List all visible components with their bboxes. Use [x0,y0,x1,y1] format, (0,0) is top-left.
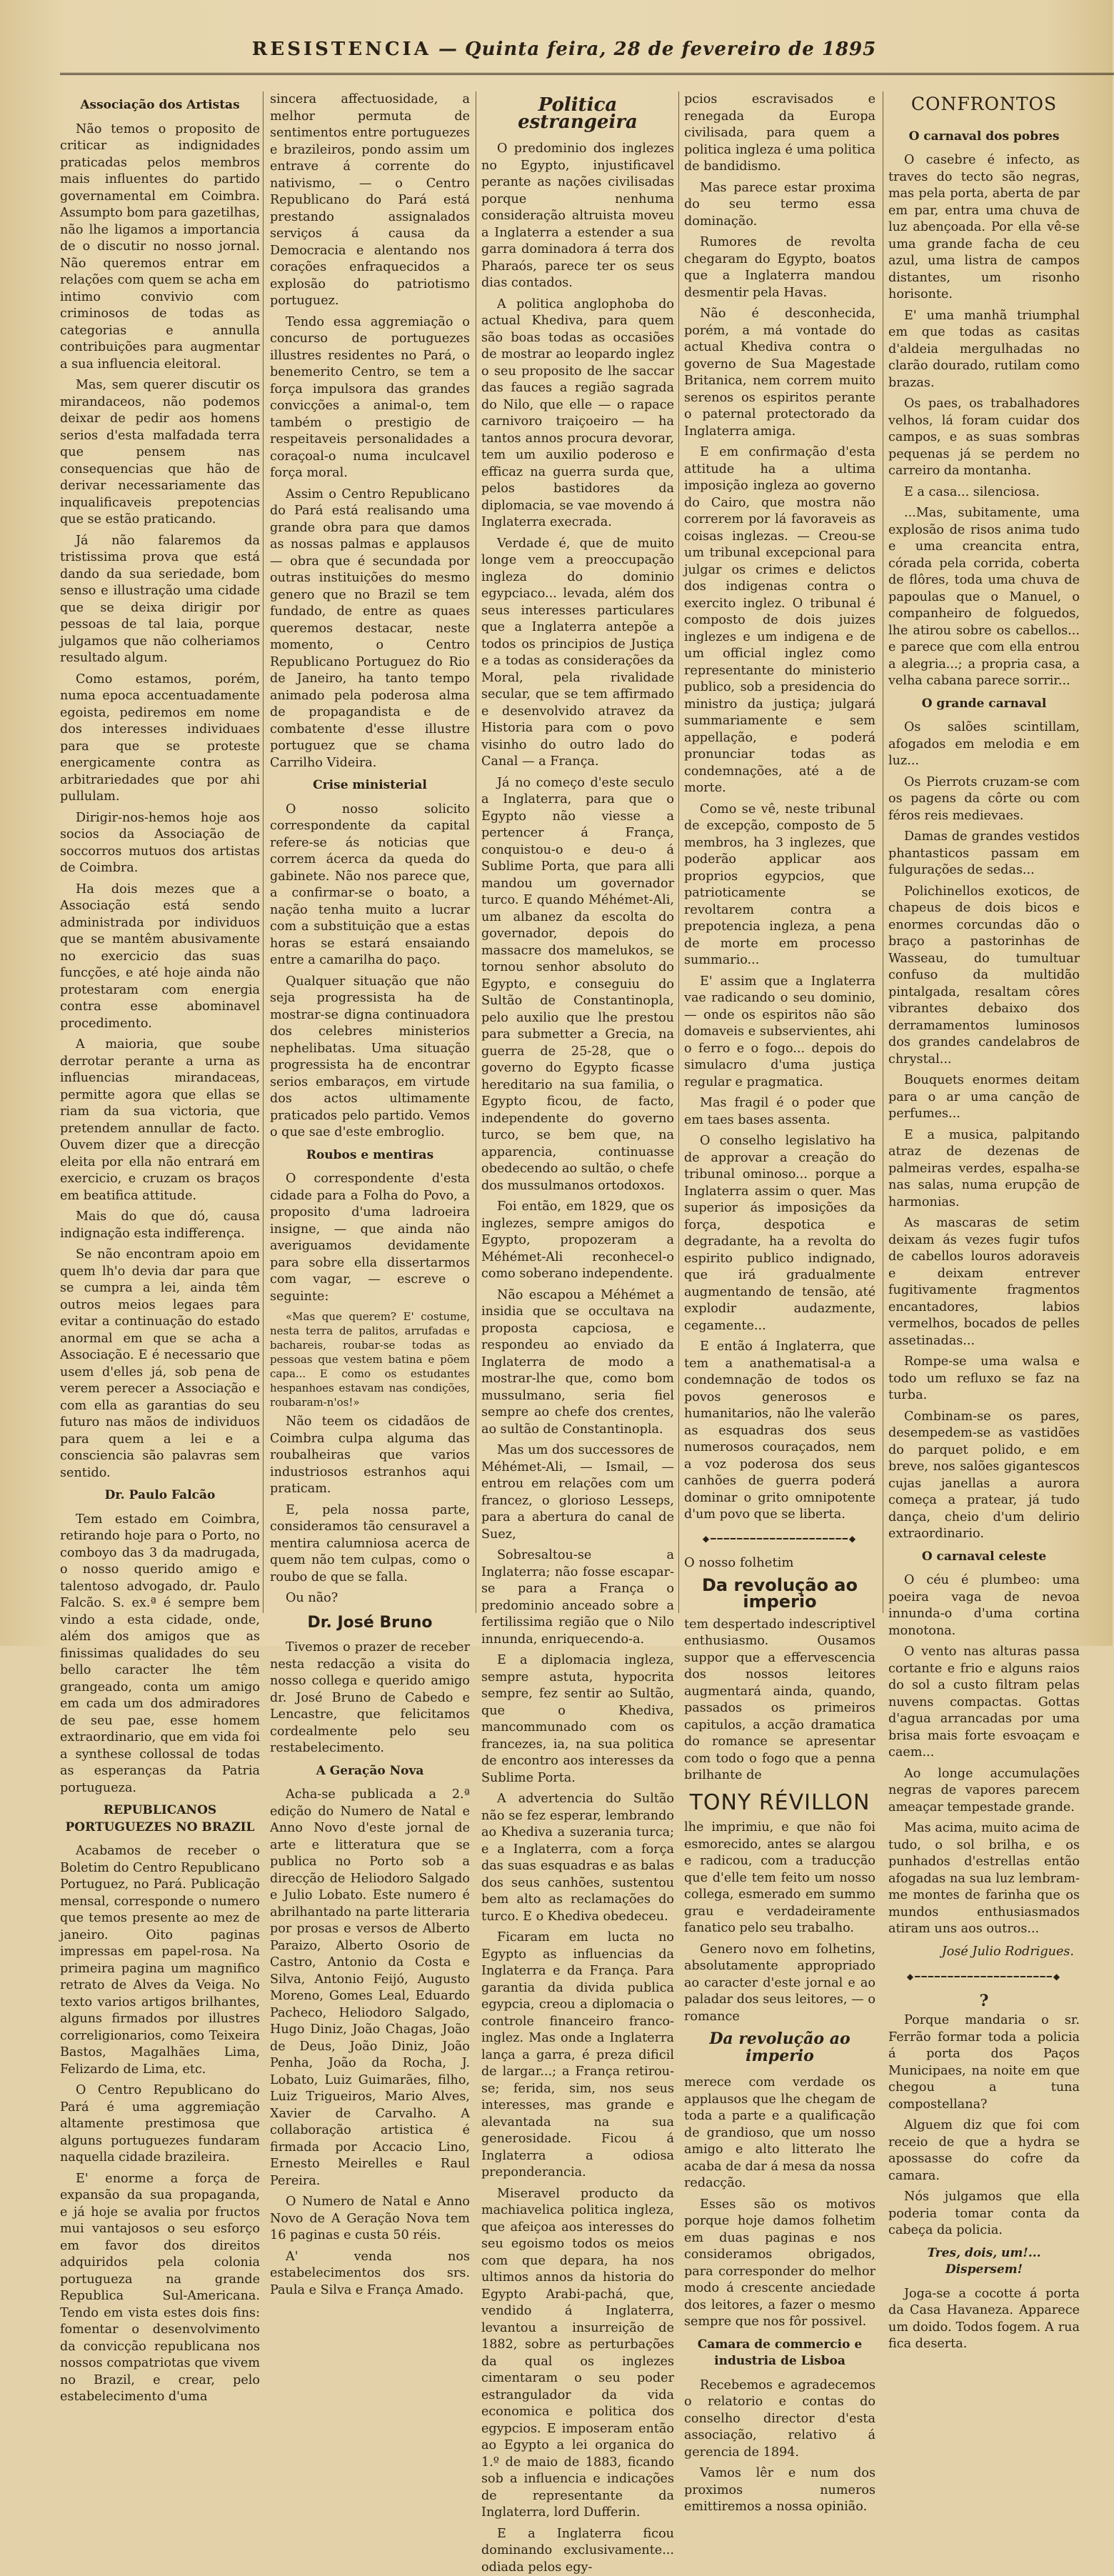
paragraph: Foi então, em 1829, que os inglezes, sempre amigos do Egypto, propozeram a Méhémet-Ali reconhecel-o como soberano independente. [481,1199,674,1283]
paragraph: E então á Inglaterra, que tem a anathematisal-a a condemnação de todos os povos generosos e humanitarios, não lhe valerão as esquadras dos seus numerosos couraçados, nem a voz poderosa dos seus canhões de guerra poderá dominar o grito omnipotente d'um povo que se liberta. [684,1339,875,1524]
paragraph: Acabamos de receber o Boletim do Centro Republicano Portuguez, no Pará. Publicação mensal, corresponde o numero que temos presente ao mez de janeiro. Oito paginas impressas em papel-rosa. Na primeira pagina um magnifico retrato de Alves da Veiga. No texto varios artigos brilhantes, alguns firmados por illustres correligionarios, como Teixeira Bastos, Magalhães Lima, Felizardo de Lima, etc. [60,1843,260,2078]
article-title: CONFRONTOS [888,96,1080,113]
article-title: A Geração Nova [270,1763,470,1780]
article-title: Dr. Paulo Falcão [60,1487,260,1504]
paragraph: O Centro Republicano do Pará é uma aggremiação altamente prestimosa que alguns portuguezes fundaram naquella cidade brazileira. [60,2082,260,2167]
article-title: Camara de commercio e industria de Lisboa [684,2337,875,2370]
article-title: Politica estrangeira [481,97,674,131]
paragraph: Dirigir-nos-hemos hoje aos socios da Associação de soccorros mutuos dos artistas de Coimbra. [60,810,260,877]
paragraph: E, pela nossa parte, consideramos tão censuravel a mentira calumniosa acerca de quem não tem culpas, como o roubo de que se falla. [270,1502,470,1587]
paragraph: Acha-se publicada a 2.ª edição do Numero de Natal e Anno Novo d'este jornal de arte e litteratura que se publica no Porto sob a direcção de Heliodoro Salgado e Julio Lobato. Este numero é abrilhantado na parte litteraria por prosas e versos de Alberto Paraizo, Alberto Osorio de Castro, Antonio da Costa e Silva, Antonio Feijó, Augusto Moreno, Gomes Leal, Eduardo Pacheco, Heliodoro Salgado, Hugo Diniz, João Chagas, João de Deus, João Diniz, João Penha, João da Rocha, J. Lobato, Luiz Guimarães, filho, Luiz Trigueiros, Mario Alves, Xavier de Carvalho. A collaboração artistica é firmada por Accacio Lino, Ernesto Meirelles e Raul Pereira. [270,1787,470,2190]
paragraph: Miseravel producto da machiavelica politica ingleza, que afeiçoa aos interesses do seu egoismo todos os meios com que depara, ha nos ultimos annos da historia do Egypto Arabi-pachá, que, vendido á Inglaterra, levantou a insurreição de 1882, sobre as perturbações da qual os inglezes cimentaram o seu poder estrangulador da vida economica e politica dos egypcios. E imposeram então ao Egypto a lei organica do 1.º de maio de 1883, ficando sob a influencia e indicações de representante da Inglaterra, lord Dufferin. [481,2186,674,2522]
column-4 [684,91,875,1613]
paragraph: Esses são os motivos porque hoje damos folhetim em duas paginas e nos consideramos obrigados, para corresponder do melhor modo á crescente anciedade dos leitores, a fazer o mesmo sempre que nos fôr possivel. [684,2197,875,2331]
paragraph: Polichinellos exoticos, de chapeus de dois bicos e enormes corcundas dão o braço a pastorinhas de Wasseau, do tumultuar confuso da multidão pintalgada, resaltam côres vibrantes debaixo dos derramamentos luminosos dos grandes candelabros de chrystal... [888,884,1080,1069]
paragraph: Mas acima, muito acima de tudo, o sol brilha, e os punhados d'estrellas então afogadas na sua luz lembram-me montes de farinha que os mundos enthusiasmados atiram uns aos outros... [888,1820,1080,1938]
paragraph: E a diplomacia ingleza, sempre astuta, hypocrita sempre, fez sentir ao Sultão, que o Khediva, mancommunado com os francezes, ia, na sua politica de encontro aos interesses da Sublime Porta. [481,1652,674,1787]
paragraph: Bouquets enormes deitam para o ar uma canção de perfumes... [888,1072,1080,1123]
paragraph: Rumores de revolta chegaram do Egypto, boatos que a Inglaterra mandou desmentir pela Havas. [684,234,875,301]
paragraph: Como se vê, neste tribunal de excepção, composto de 5 membros, ha 3 inglezes, que poderão applicar aos proprios egypcios, que patrioticamente se revoltarem contra a prepotencia ingleza, a pena de morte em processo summario... [684,802,875,969]
paragraph: Tivemos o prazer de receber nesta redacção a visita do nosso collega e querido amigo dr. José Bruno de Cabedo e Lencastre, que felicitamos cordealmente pelo seu restabelecimento. [270,1639,470,1757]
paragraph: E a Inglaterra ficou dominando exclusivamente... odiada pelos egy- [481,2526,674,2576]
paragraph: Já não falaremos da tristissima prova que está dando da sua seriedade, bom senso e illustração uma cidade que se deixa dirigir por pessoas de tal laia, porque julgamos que não colheriamos resultado algum. [60,533,260,667]
paragraph: E a musica, palpitando atraz de dezenas de palmeiras verdes, espalha-se nas salas, numa erupção de harmonias. [888,1127,1080,1212]
paragraph: Verdade é, que de muito longe vem a preoccupação ingleza do dominio egypciaco... levada, além dos seus interesses particulares que a Inglaterra antepõe a todos os principios de Justiça e a todas as considerações da Moral, pela rivalidade secular, que se tem affirmado e desenvolvido atravez da Historia para com o povo visinho do outro lado do Canal — a França. [481,536,674,771]
paragraph: Ao longe accumulações negras de vapores parecem ameaçar tempestade grande. [888,1766,1080,1817]
paragraph: Alguem diz que foi com receio de que a hydra se apossasse do cofre da camara. [888,2117,1080,2185]
section-title: O carnaval dos pobres [888,129,1080,146]
article-title: Roubos e mentiras [270,1147,470,1164]
article-title: REPUBLICANOS PORTUGUEZES NO BRAZIL [60,1802,260,1836]
paragraph: O conselho legislativo ha de approvar a creação do tribunal ominoso... porque a Inglaterra assim o quer. Mas superior ás imposições da força, despotica e degradante, ha a revolta do espirito publico indignado, que irá gradualmente augmentando de tensão, até explodir audazmente, cegamente... [684,1133,875,1334]
paragraph: Nós julgamos que ella poderia tomar conta da cabeça da policia. [888,2189,1080,2240]
paragraph: E' enorme a força de expansão da sua propaganda, e já hoje se avalia por fructos mui vantajosos o seu esforço em favor dos direitos adquiridos pela colonia portugueza na grande Republica Sul-Americana. Tendo em vista estes dois fins: fomentar o desenvolvimento da convicção republicana nos nossos compatriotas que vivem no Brazil, e crear, pelo estabelecimento d'uma [60,2171,260,2406]
paragraph: Porque mandaria o sr. Ferrão formar toda a policia á porta dos Paços Municipaes, na noite em que chegou a tuna compostellana? [888,2012,1080,2113]
paragraph: Genero novo em folhetins, absolutamente appropriado ao caracter d'este jornal e ao paladar dos seus leitores, — o romance [684,1942,875,2026]
paragraph: O vento nas alturas passa cortante e frio e alguns raios do sol a custo filtram pelas nuvens compactas. Gottas d'agua arrancadas por uma brisa mais forte esvoaçam e caem... [888,1644,1080,1762]
question-mark-heading: ? [888,1993,1080,2010]
paragraph: O casebre é infecto, as traves do tecto são negras, mas pela porta, aberta de par em par, entra uma chuva de luz abençoada. Por ella vê-se uma grande facha de ceu azul, uma listra de campos distantes, um risonho horisonte. [888,152,1080,304]
paragraph: E' assim que a Inglaterra vae radicando o seu dominio, — onde os espiritos não são domaveis e subservientes, ahi o ferro e o fogo... depois do simulacro d'uma justiça regular e pragmatica. [684,974,875,1092]
paragraph: lhe imprimiu, e que não foi esmorecido, antes se alargou e radicou, com a traducção que d'elle tem feito um nosso collega, esmerado em summo grau e verdadeiramente fanatico pelo seu trabalho. [684,1819,875,1937]
paragraph: Mas um dos successores de Méhémet-Ali, — Ismail, — entrou em relações com um francez, o glorioso Lesseps, para a abertura do canal de Suez, [481,1442,674,1543]
paragraph: A advertencia do Sultão não se fez esperar, lembrando ao Khediva a suzerania turca; e a Inglaterra, com a força das suas esquadras e as balas dos seus canhões, sustentou bem alto as reclamações do turco. E o Khediva obedeceu. [481,1791,674,1925]
paragraph: Mais do que dó, causa indignação esta indifferença. [60,1209,260,1242]
paragraph: Já no começo d'este seculo a Inglaterra, para que o Egypto não viesse a pertencer á França, conquistou-o e deu-o á Sublime Porta, que para alli mandou um governador turco. E quando Méhémet-Ali, um albanez da escolta do governador, depois do massacre dos mamelukos, se tornou senhor absoluto do Egypto, e conseguiu do Sultão de Constantinopla, pelo auxilio que lhe prestou para submetter a Grecia, na guerra de 25-28, que o governo do Egypto ficasse hereditario na sua familia, o Egypto ficou, de facto, independente do governo turco, se bem que, na apparencia, continuasse obedecendo ao sultão, o chefe dos mussulmanos ortodoxos. [481,775,674,1195]
author-name: TONY RÉVILLON [684,1794,875,1812]
quotation: «Mas que querem? E' costume, nesta terra de palitos, arrufadas e bachareis, roubar-se todas as pessoas que vestem batina e põem capa... E como os estudantes hespanhoes estavam nas condições, roubaram-n'os!» [270,1309,470,1409]
article-title: Dr. José Bruno [270,1614,470,1632]
paragraph: tem despertado indescriptivel enthusiasmo. Ousamos suppor que a effervescencia dos nossos leitores augmentará ainda, quando, passados os primeiros capitulos, a acção dramatica do romance se apresentar com todo o fogo que a penna brilhante de [684,1617,875,1784]
paragraph: Recebemos e agradecemos o relatorio e contas do conselho director d'esta associação, relativo á gerencia de 1894. [684,2377,875,2462]
paragraph: Não escapou a Méhémet a insidia que se occultava na proposta capciosa, e respondeu ao enviado da Inglaterra de modo a mostrar-lhe que, como bom mussulmano, seria fiel sempre ao chefe dos crentes, ao sultão de Constantinopla. [481,1287,674,1439]
paragraph: Vamos lêr e num dos proximos numeros emittiremos a nossa opinião. [684,2465,875,2516]
paragraph: A maioria, que soube derrotar perante a urna as influencias mirandaceas, permitte agora que ellas se riam da sua victoria, que pretendem annullar de facto. Ouvem dizer que a direcção eleita por ella não entrará em exercicio, e cruzam os braços em beatifica attitude. [60,1037,260,1204]
paragraph: Os Pierrots cruzam-se com os pagens da côrte ou com féros reis medievaes. [888,774,1080,825]
paragraph: Damas de grandes vestidos phantasticos passam em fulgurações de sedas... [888,829,1080,879]
paragraph: Mas fragil é o poder que em taes bases assenta. [684,1095,875,1129]
article-title: Crise ministerial [270,777,470,794]
paragraph: E a casa... silenciosa. [888,484,1080,501]
paragraph: Não é desconhecida, porém, a má vontade do actual Khediva contra o governo de Sua Magestade Britanica, nem correm muito serenos os espiritos perante o paternal protectorado da Inglaterra amiga. [684,306,875,440]
paragraph: Mas parece estar proxima do seu termo essa dominação. [684,180,875,231]
section-title: O carnaval celeste [888,1549,1080,1566]
paragraph: Os paes, os trabalhadores velhos, lá foram cuidar dos campos, e as suas sombras pequenas já se perdem no carreiro da montanha. [888,396,1080,480]
paragraph: Assim o Centro Republicano do Pará está realisando uma grande obra para que damos as nossas palmas e applausos — obra que é secundada por outras instituições do mesmo genero que no Brazil se tem fundado, de entre as quaes queremos destacar, neste momento, o Centro Republicano Portuguez do Rio de Janeiro, ha tanto tempo animado pela poderosa alma de propagandista e de combatente d'esse illustre portuguez que se chama Carrilho Videira. [270,486,470,772]
paragraph: E em confirmação d'esta attitude ha a ultima imposição ingleza ao governo do Cairo, que mostra não correrem por lá favoraveis as coisas inglezas. — Creou-se um tribunal excepcional para julgar os crimes e delictos dos indigenas contra o exercito inglez. O tribunal é composto de dois juizes inglezes e um indigena e de um official inglez como representante do ministerio publico, sob a presidencia do ministro da justiça; julgará summariamente e sem appellação, e poderá pronunciar todas as condemnações, até a de morte. [684,444,875,797]
paragraph: Mas, sem querer discutir os mirandaceos, não podemos deixar de pedir aos homens serios d'esta malfadada terra que pensem nas consequencias que hão de derivar necessariamente das inqualificaveis prepotencias que se estão praticando. [60,377,260,529]
paragraph: O correspondente d'esta cidade para a Folha do Povo, a proposito d'uma ladroeira insigne, — que ainda não averiguamos devidamente para sobre ella dissertarmos com vagar, — escreve o seguinte: [270,1171,470,1305]
newspaper-name: RESISTENCIA [252,39,431,60]
column-divider [263,91,264,1613]
paragraph: O predominio dos inglezes no Egypto, injustificavel perante as nações civilisadas porque nenhuma consideração altruista moveu a Inglaterra a estender a sua garra dominadora á terra dos Pharaós, parece ter os seus dias contados. [481,141,674,292]
paragraph: As mascaras de setim deixam ás vezes fugir tufos de cabellos louros adoraveis e deixam entrever fugitivamente fragmentos encantadores, labios vermelhos, bocados de pelles assetinadas... [888,1215,1080,1349]
section-title: O grande carnaval [888,696,1080,713]
paragraph: A politica anglophoba do actual Khediva, para quem são boas todas as occasiões de mostrar ao leopardo inglez o seu proposito de lhe saccar das fauces a região sagrada do Nilo, que elle — o rapace carnivoro traiçoeiro — ha tantos annos procura devorar, tem um auxilio poderoso e efficaz na guerra surda que, pelos bastidores da diplomacia, se vae movendo á Inglaterra execrada. [481,296,674,531]
article-title: Da revolução ao imperio [684,1577,875,1611]
paragraph: Tem estado em Coimbra, retirando hoje para o Porto, no comboyo das 3 da madrugada, o nosso querido amigo e talentoso advogado, dr. Paulo Falcão. S. ex.ª é sempre bem vindo a esta cidade, onde, além dos amigos que as finissimas qualidades do seu bello caracter lhe têm grangeado, conta um amigo em cada um dos admiradores de seu pae, esse homem extraordinario, que em vida foi a synthese collossal de todas as esperanças da Patria portugueza. [60,1512,260,1797]
paragraph: A' venda nos estabelecimentos dos srs. Paula e Silva e França Amado. [270,2249,470,2300]
paragraph: merece com verdade os applausos que lhe chegam de toda a parte e a qualificação de grandioso, que um nosso amigo e alto litterato lhe acaba de dar á mesa da nossa redacção. [684,2075,875,2192]
column-5 [888,91,1080,1613]
column-2 [270,91,470,1613]
column-3 [481,91,674,1613]
paragraph: Os salões scintillam, afogados em melodia e em luz... [888,719,1080,770]
paragraph: Combinam-se os pares, desempedem-se as vastidões do parquet polido, e em breve, nos salões gigantescos cujas janellas a aurora começa a pratear, já tudo dança, cheio d'um delirio extraordinario. [888,1409,1080,1543]
masthead-rule [60,73,1114,75]
paragraph: Não teem os cidadãos de Coimbra culpa alguma das roubalheiras que varios industriosos estranhos aqui praticam. [270,1414,470,1498]
issue-date: — Quinta feira, 28 de fevereiro de 1895 [438,39,876,60]
paragraph: sincera affectuosidade, a melhor permuta de sentimentos entre portuguezes e brazileiros, pondo assim um entrave á corrente do nativismo, — o Centro Republicano do Pará está prestando assignalados serviços á causa da Democracia e alentando nos corações enfraquecidos a explosão do patriotismo portuguez. [270,91,470,310]
paragraph: ...Mas, subitamente, uma explosão de risos anima tudo e uma creancita entra, córada pela corrida, coberta de flôres, toda uma chuva de papoulas que o Manuel, o companheiro de folguedos, lhe atirou sobre os cabellos... e parece que com ella entrou a alegria...; a propria casa, a velha cabana parece sorrir... [888,505,1080,690]
paragraph: Não temos o proposito de criticar as indignidades praticadas pelos membros mais influentes do partido governamental em Coimbra. Assumpto bom para gazetilhas, não lhe ligamos a importancia de o discutir no nosso jornal. Não queremos entrar em relações com quem se acha em intimo convivio com criminosos de todas as categorias e annulla contribuições para augmentar a sua influencia eleitoral. [60,121,260,374]
paragraph: O Numero de Natal e Anno Novo de A Geração Nova tem 16 paginas e custa 50 réis. [270,2194,470,2245]
paragraph: Ficaram em lucta no Egypto as influencias da Inglaterra e da França. Para garantia da divida publica egypcia, creou a diplomacia o controle financeiro franco-inglez. Mas onde a Inglaterra lança a garra, é preza dificil de largar...; a França retirou-se; ferida, sim, nos seus interesses, mas grande e alevantada na sua generosidade. Ficou á Inglaterra a odiosa preponderancia. [481,1929,674,2182]
article-title: Da revolução ao imperio [684,2031,875,2065]
paragraph: Ou não? [270,1590,470,1607]
section-label: O nosso folhetim [684,1554,875,1572]
section-divider: ◆━━━━━━━━━━━━━━━━━━━━━◆ [684,1531,875,1548]
article-title: Associação dos Artistas [60,97,260,114]
masthead [57,39,1071,67]
paragraph: O nosso solicito correspondente da capital refere-se ás noticias que correm ácerca da queda do gabinete. Não nos parece que, a confirmar-se o boato, a nação tenha muito a lucrar com a substituição que a estas horas se estará ensaiando entre a camarilha do paço. [270,802,470,969]
paragraph: pcios escravisados e renegada da Europa civilisada, para quem a politica ingleza é uma politica de bandidismo. [684,91,875,176]
paragraph: Como estamos, porém, numa epoca accentuadamente egoista, pediremos em nome dos interesses individuaes para que se proteste energicamente contra as arbitrariedades que por ahi pullulam. [60,672,260,806]
column-divider [678,91,679,1613]
paragraph: O céu é plumbeo: uma poeira vaga de nevoa innunda-o d'uma cortina monotona. [888,1572,1080,1639]
paragraph: Se não encontram apoio em quem lh'o devia dar para que se cumpra a lei, ainda têm outros meios legaes para evitar a continuação do estado anormal em que se acha a Associação. E é necessario que usem d'elles já, sob pena de verem perecer a Associação e com ella as garantias do seu futuro nas mãos de individuos para quem a lei e a consciencia são palavras sem sentido. [60,1247,260,1482]
paragraph: Sobresaltou-se a Inglaterra; não fosse escapar-se para a França o predominio anceado sobre a fertilissima região que o Nilo innunda, enriquecendo-a. [481,1547,674,1648]
column-1 [60,91,260,1613]
paragraph: Joga-se a cocotte á porta da Casa Havaneza. Apparece um doido. Todos fogem. A rua fica deserta. [888,2286,1080,2353]
paragraph: Qualquer situação que não seja progressista ha de mostrar-se digna continuadora dos celebres ministerios nephelibatas. Uma situação progressista ha de encontrar serios embaraços, em virtude dos actos ultimamente praticados pelo partido. Vemos o que sae d'este embroglio. [270,974,470,1142]
paragraph: E' uma manhã triumphal em que todas as casitas d'aldeia mergulhadas no clarão dourado, rutilam como brazas. [888,308,1080,392]
paragraph: Ha dois mezes que a Associação está sendo administrada por individuos que se mantêm abusivamente no exercicio das suas funcções, e até hoje ainda não protestaram com energia contra esse abominavel procedimento. [60,882,260,1033]
article-title: Tres, dois, um!... Dispersem! [888,2245,1080,2279]
section-divider: ◆━━━━━━━━━━━━━━━━━━━━━◆ [888,1969,1080,1986]
signature: José Julio Rodrigues. [894,1944,1074,1961]
paragraph: Rompe-se uma walsa e todo um refluxo se faz na turba. [888,1354,1080,1404]
paragraph: Tendo essa aggremiação o concurso de portuguezes illustres residentes no Pará, o benemerito Centro, se tem a força impulsora das grandes convicções a animal-o, tem também o prestigio de respeitaveis personalidades a coraçoal-o numa inculcavel força moral. [270,314,470,482]
